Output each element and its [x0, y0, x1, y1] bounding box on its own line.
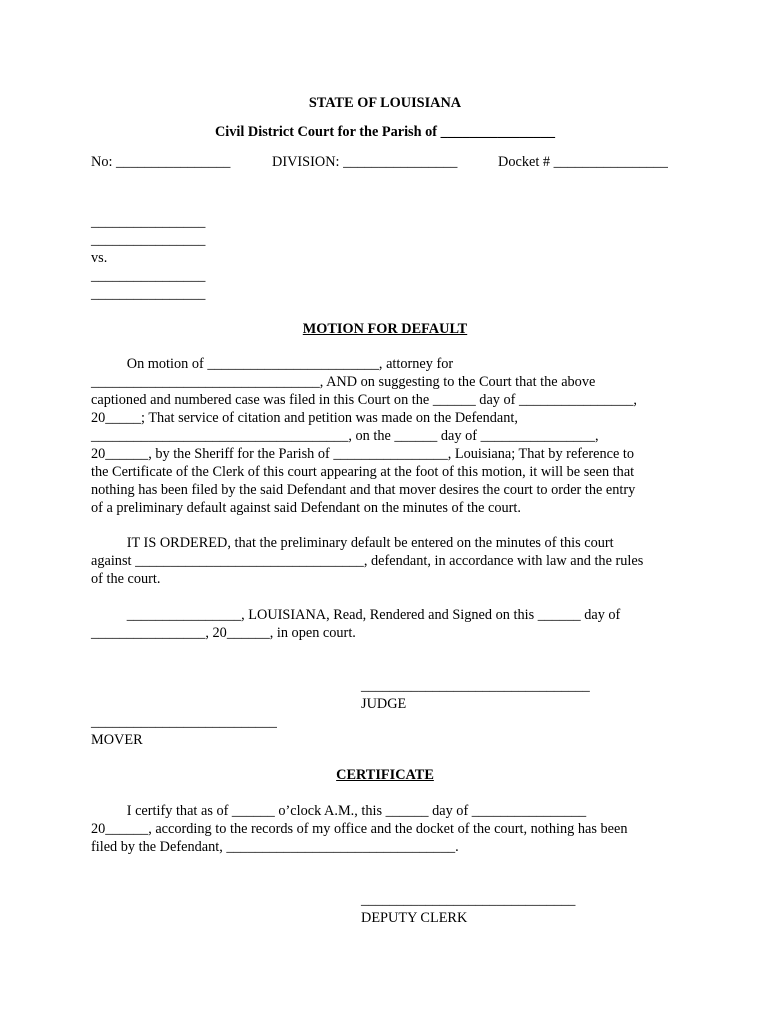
- order-paragraph: [91, 534, 691, 588]
- certificate-title: CERTIFICATE: [336, 767, 434, 783]
- motion-line: captioned and numbered case was filed in this Court on the ______ day of ________________,: [91, 392, 637, 408]
- court-heading: Civil District Court for the Parish of ________________: [214, 124, 556, 140]
- defendant-line-1: ________________: [91, 268, 206, 284]
- mover-signature-line: __________________________: [91, 714, 277, 730]
- mover-label: MOVER: [91, 732, 143, 748]
- plaintiff-line-2: ________________: [91, 232, 206, 248]
- motion-line: the Certificate of the Clerk of this court appearing at the foot of this motion, it will be seen that: [91, 464, 635, 480]
- versus-label: vs.: [91, 250, 108, 266]
- certificate-line: 20______, according to the records of my office and the docket of the court, nothing has been: [91, 821, 628, 837]
- certificate-paragraph: [91, 802, 691, 856]
- docket-field: Docket # ________________: [498, 154, 668, 170]
- clerk-label: DEPUTY CLERK: [361, 910, 468, 926]
- signed-line: ________________, 20______, in open court.: [91, 625, 356, 641]
- motion-line: nothing has been filed by the said Defendant and that mover desires the court to order the entry: [91, 482, 636, 498]
- division-field: DIVISION: ________________: [272, 154, 458, 170]
- clerk-signature-line: ______________________________: [361, 892, 576, 908]
- motion-line: 20_____; That service of citation and petition was made on the Defendant,: [91, 410, 518, 426]
- judge-signature-line: ________________________________: [361, 678, 590, 694]
- motion-line: 20______, by the Sheriff for the Parish of ________________, Louisiana; That by reference to: [91, 446, 635, 462]
- state-heading: STATE OF LOUISIANA: [308, 95, 462, 111]
- motion-line: ____________________________________, on the ______ day of ________________,: [91, 428, 599, 444]
- plaintiff-line-1: ________________: [91, 214, 206, 230]
- case-number-field: No: ________________: [91, 154, 231, 170]
- motion-title: MOTION FOR DEFAULT: [302, 321, 468, 337]
- certificate-line: I certify that as of ______ o’clock A.M., this ______ day of ________________: [91, 803, 587, 819]
- signed-paragraph: [91, 606, 691, 642]
- judge-label: JUDGE: [361, 696, 407, 712]
- order-line: against ________________________________, defendant, in accordance with law and the rules: [91, 553, 644, 569]
- signed-line: ________________, LOUISIANA, Read, Rendered and Signed on this ______ day of: [91, 607, 621, 623]
- motion-line: of a preliminary default against said Defendant on the minutes of the court.: [91, 500, 521, 516]
- certificate-line: filed by the Defendant, ________________________________.: [91, 839, 459, 855]
- order-line: of the court.: [91, 571, 161, 587]
- motion-line: ________________________________, AND on suggesting to the Court that the above: [91, 374, 596, 390]
- motion-line: On motion of ________________________, attorney for: [91, 356, 454, 372]
- defendant-line-2: ________________: [91, 286, 206, 302]
- motion-paragraph: [91, 355, 691, 517]
- order-line: IT IS ORDERED, that the preliminary default be entered on the minutes of this court: [91, 535, 614, 551]
